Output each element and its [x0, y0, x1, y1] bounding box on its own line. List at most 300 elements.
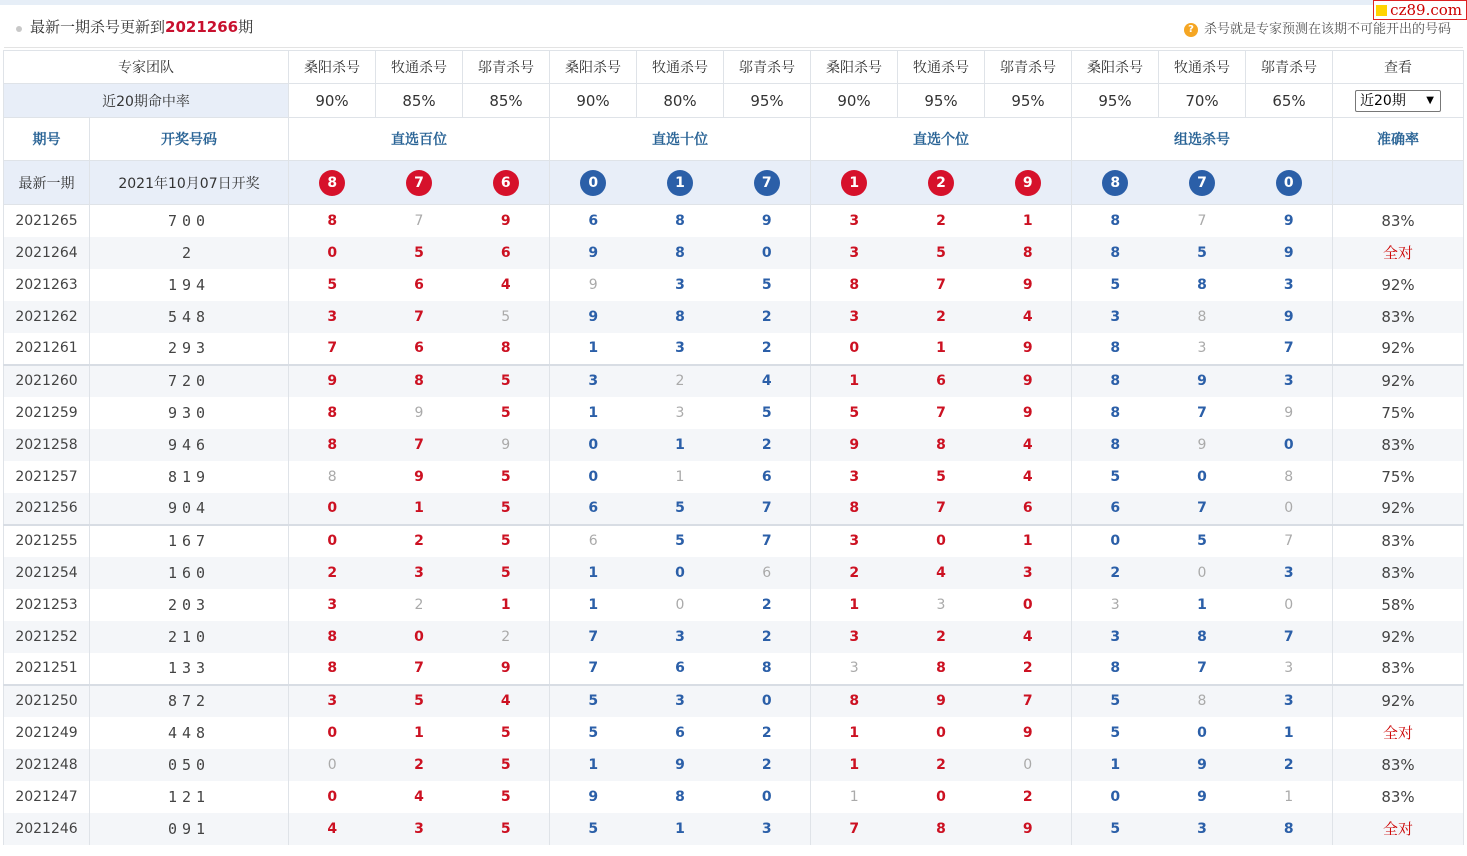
table-row: [4, 557, 1464, 589]
kill-number: 8: [500, 340, 511, 356]
kill-cell: [550, 269, 637, 301]
kill-cell: [1072, 397, 1159, 429]
kill-number: 5: [414, 693, 424, 709]
latest-ball-cell: [985, 161, 1072, 205]
kill-number: 9: [1022, 820, 1033, 837]
kill-number: 6: [675, 660, 685, 676]
kill-number: 0: [1022, 596, 1033, 613]
kill-number: 9: [414, 404, 424, 421]
kill-number: 8: [849, 276, 860, 293]
kill-cell: [463, 781, 550, 813]
experts-row: [4, 51, 1464, 84]
kill-cell: [811, 621, 898, 653]
kill-number: 9: [1022, 724, 1033, 741]
kill-number: 3: [1197, 340, 1207, 356]
kill-cell: [376, 621, 463, 653]
kill-number: 9: [327, 373, 338, 389]
kill-cell: [376, 781, 463, 813]
kill-cell: [1072, 301, 1159, 333]
kill-number: 3: [849, 308, 860, 325]
kill-number: 5: [500, 820, 511, 837]
table-row: [4, 589, 1464, 621]
kill-number: 9: [1197, 436, 1207, 453]
kill-cell: [724, 333, 811, 365]
kill-number: 7: [588, 660, 599, 676]
ball-red: 9: [1015, 170, 1041, 196]
ball-red: 2: [928, 170, 954, 196]
kill-cell: [724, 653, 811, 685]
draw-number: 904: [90, 493, 289, 525]
kill-cell: [1159, 237, 1246, 269]
period-select-cell: [1333, 84, 1464, 118]
table-row: [4, 717, 1464, 749]
issue-number: 2021255: [4, 525, 90, 557]
kill-number: 8: [327, 436, 338, 453]
kill-cell: [289, 813, 376, 845]
kill-cell: [289, 653, 376, 685]
ball-red: 8: [319, 170, 345, 196]
kill-cell: [724, 589, 811, 621]
kill-number: 8: [327, 628, 338, 645]
kill-cell: [724, 621, 811, 653]
kill-number: 0: [327, 756, 337, 773]
kill-number: 7: [936, 404, 946, 421]
kill-number: 2: [761, 596, 772, 613]
kill-number: 7: [761, 500, 772, 516]
latest-ball-cell: [1072, 161, 1159, 205]
kill-number: 2: [936, 212, 946, 229]
kill-number: 3: [675, 340, 685, 356]
hit-rate: 80%: [637, 84, 724, 118]
page-header: [4, 5, 1463, 48]
kill-cell: [289, 301, 376, 333]
kill-cell: [550, 749, 637, 781]
kill-number: 5: [936, 244, 946, 261]
kill-number: 3: [1110, 628, 1121, 645]
kill-number: 9: [500, 212, 511, 229]
issue-number: 2021264: [4, 237, 90, 269]
kill-number: 8: [1197, 308, 1207, 325]
accuracy-cell: [1333, 301, 1464, 333]
kill-number: 3: [675, 628, 685, 645]
kill-number: 8: [1022, 244, 1033, 261]
latest-ball-cell: [289, 161, 376, 205]
kill-cell: [1072, 749, 1159, 781]
kill-cell: [898, 781, 985, 813]
accuracy-cell: [1333, 621, 1464, 653]
kill-cell: [637, 525, 724, 557]
kill-number: 8: [1110, 373, 1121, 389]
kill-cell: [463, 205, 550, 237]
kill-cell: [1072, 653, 1159, 685]
hit-rate: 95%: [898, 84, 985, 118]
kill-cell: [985, 365, 1072, 397]
kill-number: 5: [761, 276, 772, 293]
kill-cell: [550, 717, 637, 749]
table-row: [4, 301, 1464, 333]
draw-number: 700: [90, 205, 289, 237]
expert-name: 牧通杀号: [376, 51, 463, 84]
kill-cell: [463, 365, 550, 397]
table-row: [4, 429, 1464, 461]
kill-number: 1: [588, 564, 599, 581]
kill-number: 8: [1110, 660, 1121, 676]
kill-number: 1: [414, 500, 424, 516]
kill-cell: [376, 749, 463, 781]
draw-number: 167: [90, 525, 289, 557]
kill-cell: [289, 525, 376, 557]
accuracy-cell: [1333, 589, 1464, 621]
latest-draw-row: [4, 161, 1464, 205]
kill-cell: [1159, 205, 1246, 237]
kill-cell: [289, 557, 376, 589]
kill-cell: [637, 749, 724, 781]
kill-cell: [1072, 717, 1159, 749]
kill-cell: [463, 749, 550, 781]
issue-number: 2021263: [4, 269, 90, 301]
kill-cell: [550, 237, 637, 269]
kill-number: 5: [501, 308, 511, 325]
kill-cell: [811, 653, 898, 685]
kill-cell: [811, 365, 898, 397]
kill-number: 9: [501, 436, 511, 453]
kill-number: 6: [500, 244, 511, 261]
kill-cell: [898, 333, 985, 365]
kill-cell: [637, 205, 724, 237]
kill-cell: [376, 813, 463, 845]
kill-cell: [985, 269, 1072, 301]
kill-cell: [1159, 269, 1246, 301]
kill-number: 3: [327, 596, 338, 613]
kill-cell: [898, 493, 985, 525]
draw-number: 293: [90, 333, 289, 365]
kill-cell: [811, 237, 898, 269]
ball-blue: 1: [667, 170, 693, 196]
kill-cell: [376, 653, 463, 685]
kill-number: 3: [1283, 564, 1294, 581]
issue-number: 2021258: [4, 429, 90, 461]
kill-number: 0: [1284, 596, 1294, 613]
kill-cell: [724, 461, 811, 493]
issue-number: 2021254: [4, 557, 90, 589]
kill-cell: [1072, 493, 1159, 525]
kill-cell: [550, 333, 637, 365]
kill-number: 1: [936, 340, 946, 356]
kill-cell: [376, 365, 463, 397]
kill-number: 3: [1022, 564, 1033, 581]
kill-cell: [289, 781, 376, 813]
table-row: [4, 525, 1464, 557]
hit-rate-label: 近20期命中率: [4, 84, 289, 118]
kill-cell: [811, 205, 898, 237]
kill-number: 5: [500, 724, 511, 741]
col-accuracy: 准确率: [1333, 118, 1464, 161]
kill-number: 7: [1197, 500, 1207, 516]
kill-cell: [550, 621, 637, 653]
kill-cell: [376, 237, 463, 269]
kill-number: 3: [414, 564, 424, 581]
kill-cell: [463, 621, 550, 653]
draw-number: 2: [90, 237, 289, 269]
kill-cell: [811, 685, 898, 717]
kill-cell: [811, 813, 898, 845]
accuracy-value: 83%: [1381, 211, 1415, 230]
kill-cell: [724, 301, 811, 333]
kill-number: 8: [327, 660, 338, 676]
kill-number: 0: [675, 596, 685, 613]
kill-number: 3: [327, 308, 338, 325]
kill-number: 5: [588, 820, 599, 837]
kill-number: 1: [500, 596, 511, 613]
kill-number: 9: [588, 244, 599, 261]
kill-cell: [898, 365, 985, 397]
table-row: [4, 653, 1464, 685]
draw-number: 548: [90, 301, 289, 333]
kill-number: 0: [761, 788, 772, 805]
kill-cell: [463, 397, 550, 429]
kill-cell: [289, 749, 376, 781]
kill-number: 5: [588, 724, 599, 741]
kill-cell: [811, 397, 898, 429]
latest-ball-cell: [463, 161, 550, 205]
kill-cell: [724, 813, 811, 845]
kill-number: 7: [936, 500, 946, 516]
kill-number: 5: [1110, 693, 1121, 709]
kill-number: 3: [675, 276, 685, 293]
latest-label: 最新一期: [4, 161, 90, 205]
kill-cell: [1072, 237, 1159, 269]
kill-cell: [724, 557, 811, 589]
kill-number: 8: [849, 693, 860, 709]
kill-cell: [463, 589, 550, 621]
kill-cell: [811, 493, 898, 525]
kill-cell: [376, 525, 463, 557]
latest-accuracy: [1333, 161, 1464, 205]
kill-number: 8: [1284, 468, 1294, 485]
kill-number: 6: [414, 340, 424, 356]
accuracy-value: 83%: [1381, 532, 1415, 550]
expert-name: 桑阳杀号: [1072, 51, 1159, 84]
kill-number: 3: [1283, 276, 1294, 293]
accuracy-value: 全对: [1382, 820, 1413, 838]
draw-number: 720: [90, 365, 289, 397]
kill-number: 0: [936, 724, 946, 741]
kill-cell: [463, 557, 550, 589]
ball-blue: 0: [1276, 170, 1302, 196]
table-row: [4, 397, 1464, 429]
kill-number-tip: [1184, 18, 1451, 37]
kill-cell: [637, 301, 724, 333]
latest-issue-number: 2021266: [165, 18, 239, 36]
issue-number: 2021256: [4, 493, 90, 525]
kill-cell: [289, 429, 376, 461]
kill-cell: [289, 717, 376, 749]
kill-cell: [1246, 557, 1333, 589]
kill-number: 9: [849, 436, 860, 453]
kill-number: 5: [675, 533, 685, 549]
hit-rate: 65%: [1246, 84, 1333, 118]
draw-number: 203: [90, 589, 289, 621]
kill-number: 8: [1197, 628, 1207, 645]
kill-cell: [985, 621, 1072, 653]
kill-cell: [985, 749, 1072, 781]
kill-number: 0: [1283, 436, 1294, 453]
issue-number: 2021251: [4, 653, 90, 685]
kill-cell: [985, 333, 1072, 365]
kill-number: 1: [849, 788, 859, 805]
kill-cell: [1246, 461, 1333, 493]
kill-number: 2: [936, 628, 946, 645]
kill-cell: [1159, 621, 1246, 653]
kill-number: 2: [1022, 660, 1033, 676]
latest-ball-cell: [898, 161, 985, 205]
kill-cell: [811, 429, 898, 461]
kill-number: 5: [500, 500, 511, 516]
kill-number: 8: [936, 820, 946, 837]
kill-number: 2: [414, 533, 424, 549]
kill-cell: [376, 301, 463, 333]
accuracy-value: 83%: [1381, 787, 1415, 806]
kill-cell: [898, 205, 985, 237]
kill-number: 0: [327, 500, 338, 516]
kill-number: 5: [500, 756, 511, 773]
kill-number: 1: [849, 756, 860, 773]
kill-cell: [724, 493, 811, 525]
question-icon: ?: [1184, 23, 1198, 37]
latest-ball-cell: [550, 161, 637, 205]
kill-number: 4: [500, 693, 511, 709]
accuracy-cell: [1333, 461, 1464, 493]
kill-cell: [376, 685, 463, 717]
table-row: [4, 621, 1464, 653]
kill-number: 2: [761, 628, 772, 645]
kill-number: 5: [500, 468, 511, 485]
kill-number: 9: [414, 468, 424, 485]
kill-cell: [724, 429, 811, 461]
kill-number: 0: [936, 533, 946, 549]
kill-number: 9: [588, 308, 599, 325]
kill-cell: [898, 429, 985, 461]
kill-cell: [1072, 333, 1159, 365]
accuracy-cell: [1333, 717, 1464, 749]
kill-number: 4: [1022, 628, 1033, 645]
kill-cell: [985, 685, 1072, 717]
expert-name: 邬青杀号: [463, 51, 550, 84]
kill-cell: [898, 749, 985, 781]
experts-label: 专家团队: [4, 51, 289, 84]
expert-name: 桑阳杀号: [811, 51, 898, 84]
accuracy-cell: [1333, 813, 1464, 845]
kill-cell: [898, 461, 985, 493]
kill-number: 0: [849, 340, 860, 356]
kill-number: 0: [588, 436, 599, 453]
hit-rate: 85%: [463, 84, 550, 118]
kill-cell: [1246, 333, 1333, 365]
kill-number: 9: [675, 756, 685, 773]
kill-number: 9: [1022, 373, 1033, 389]
kill-cell: [898, 717, 985, 749]
latest-ball-cell: [1246, 161, 1333, 205]
kill-cell: [985, 653, 1072, 685]
kill-number: 2: [414, 596, 424, 613]
kill-number: 8: [1110, 244, 1121, 261]
expert-name: 桑阳杀号: [550, 51, 637, 84]
kill-cell: [463, 429, 550, 461]
ball-blue: 0: [580, 170, 606, 196]
kill-number: 3: [1197, 820, 1207, 837]
kill-number: 2: [936, 308, 946, 325]
kill-cell: [376, 205, 463, 237]
accuracy-value: 83%: [1381, 435, 1415, 454]
kill-cell: [637, 269, 724, 301]
kill-cell: [376, 557, 463, 589]
draw-number: 050: [90, 749, 289, 781]
kill-cell: [289, 205, 376, 237]
kill-number: 0: [1284, 500, 1294, 516]
latest-ball-cell: [376, 161, 463, 205]
latest-draw-date: 2021年10月07日开奖: [90, 161, 289, 205]
accuracy-value: 75%: [1381, 467, 1415, 486]
kill-number: 3: [849, 660, 859, 676]
kill-number: 8: [1197, 693, 1207, 709]
accuracy-value: 92%: [1381, 499, 1415, 517]
accuracy-value: 83%: [1381, 755, 1415, 774]
kill-number: 8: [414, 373, 424, 389]
kill-cell: [376, 269, 463, 301]
kill-number: 8: [1283, 820, 1294, 837]
kill-cell: [1072, 589, 1159, 621]
kill-cell: [1246, 653, 1333, 685]
kill-cell: [811, 557, 898, 589]
site-logo[interactable]: [1373, 0, 1467, 20]
kill-number: 1: [849, 373, 860, 389]
kill-cell: [724, 749, 811, 781]
kill-number: 9: [1197, 373, 1207, 389]
kill-number: 5: [1110, 820, 1121, 837]
kill-cell: [1159, 589, 1246, 621]
kill-number: 3: [414, 820, 424, 837]
kill-number: 3: [327, 693, 338, 709]
kill-number: 4: [1022, 436, 1033, 453]
kill-cell: [637, 365, 724, 397]
accuracy-value: 83%: [1381, 659, 1415, 677]
kill-number: 1: [1284, 788, 1294, 805]
kill-cell: [985, 461, 1072, 493]
accuracy-value: 92%: [1381, 627, 1415, 646]
kill-number: 7: [588, 628, 599, 645]
hit-rate: 70%: [1159, 84, 1246, 118]
issue-number: 2021252: [4, 621, 90, 653]
period-select[interactable]: [1355, 90, 1441, 112]
ball-red: 1: [841, 170, 867, 196]
kill-number: 1: [1110, 756, 1121, 773]
accuracy-value: 92%: [1381, 372, 1415, 390]
kill-cell: [1072, 461, 1159, 493]
kill-cell: [550, 525, 637, 557]
kill-number: 8: [327, 212, 338, 229]
kill-number: 1: [588, 404, 599, 421]
kill-cell: [637, 557, 724, 589]
kill-number: 9: [1197, 788, 1207, 805]
kill-cell: [1159, 653, 1246, 685]
kill-number: 1: [588, 756, 599, 773]
kill-number: 9: [1022, 276, 1033, 293]
kill-cell: [376, 589, 463, 621]
kill-cell: [724, 781, 811, 813]
kill-cell: [985, 525, 1072, 557]
kill-cell: [550, 397, 637, 429]
col-draw: 开奖号码: [90, 118, 289, 161]
